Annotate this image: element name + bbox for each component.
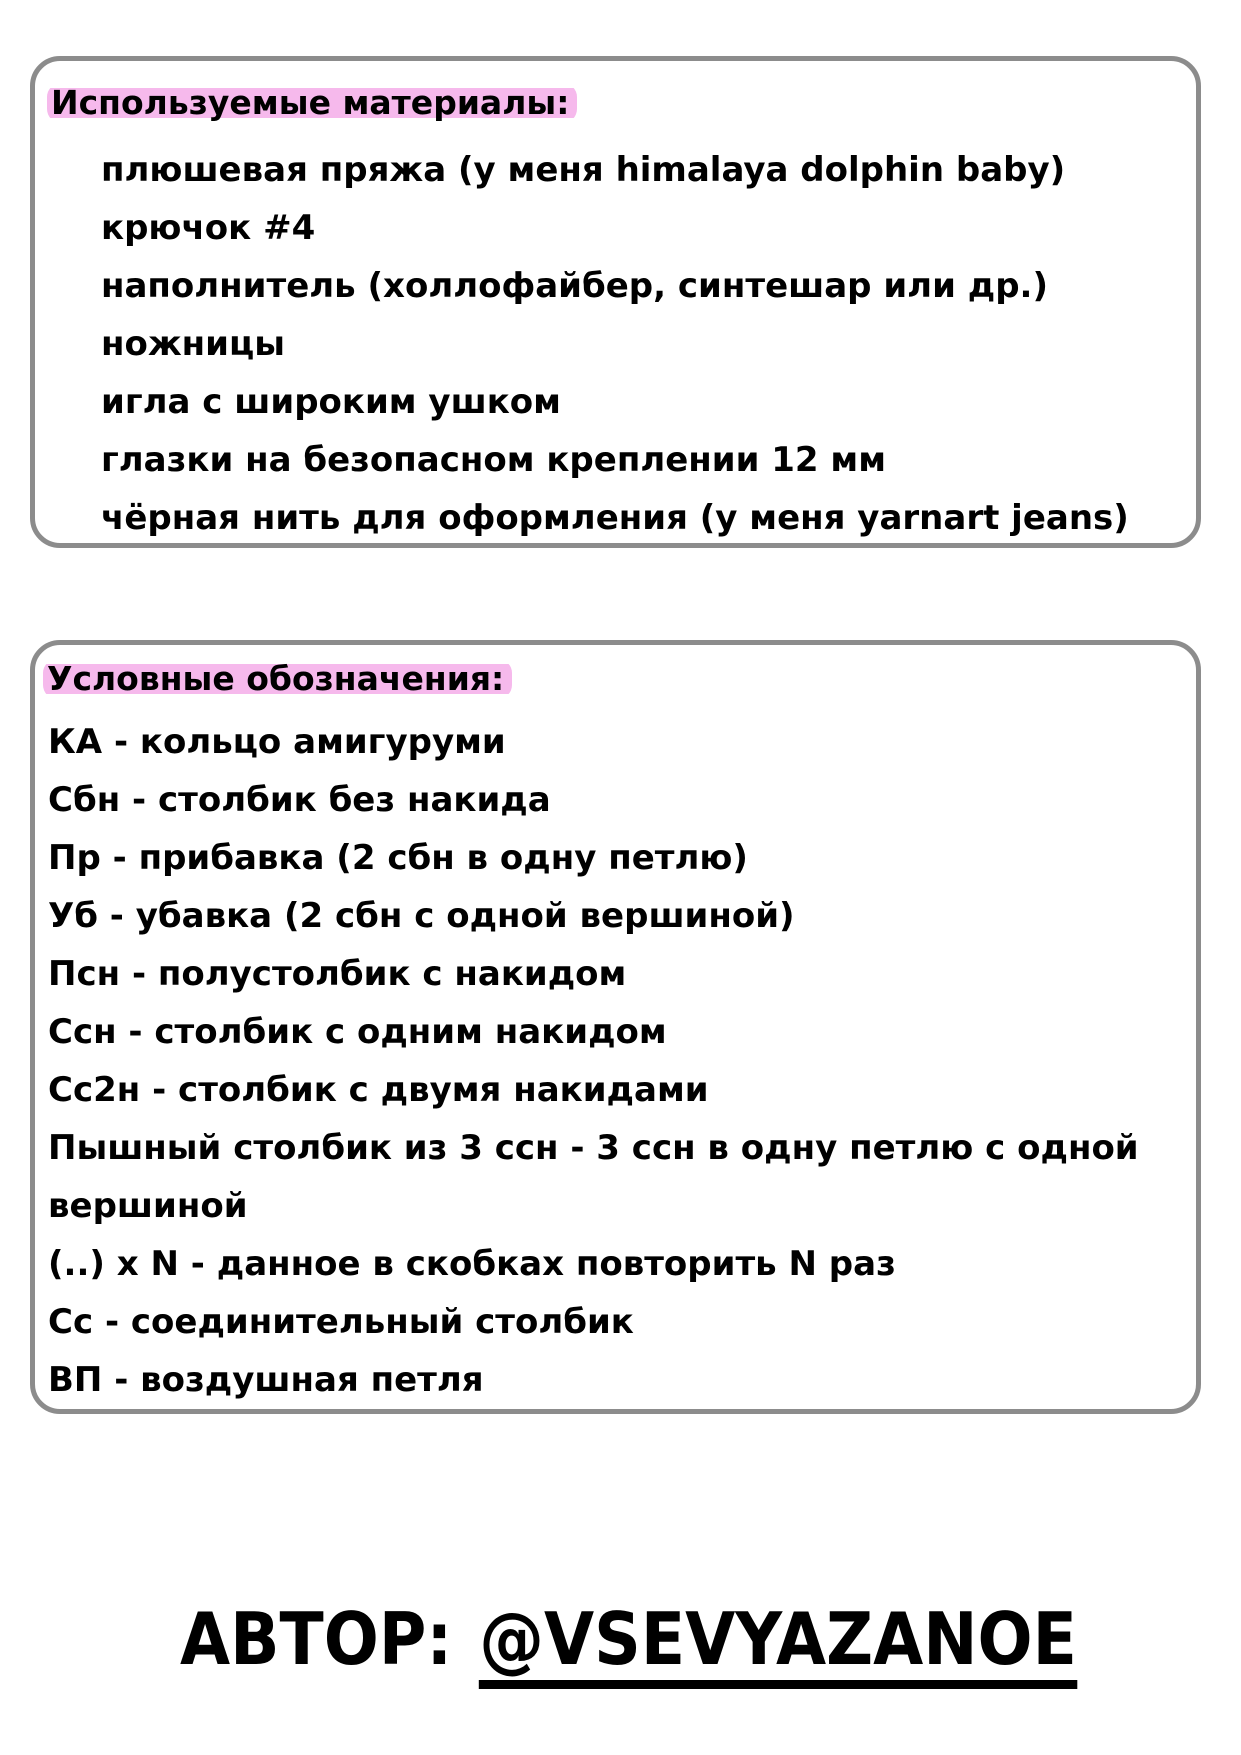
materials-item: плюшевая пряжа (у меня himalaya dolphin baby): [101, 150, 1066, 190]
materials-item: наполнитель (холлофайбер, синтешар или др.): [101, 266, 1048, 306]
materials-item: игла с широким ушком: [101, 382, 561, 422]
materials-list: [101, 141, 1129, 547]
materials-item: глазки на безопасном креплении 12 мм: [101, 440, 886, 480]
legend-list: [48, 713, 1139, 1409]
legend-heading: Условные обозначения:: [43, 659, 512, 699]
legend-item: Сс - соединительный столбик: [48, 1302, 634, 1342]
legend-item: Пр - прибавка (2 сбн в одну петлю): [48, 838, 748, 878]
legend-item: Пышный столбик из 3 ссн - 3 ссн в одну петлю с одной: [48, 1128, 1139, 1168]
legend-item: вершиной: [48, 1186, 248, 1226]
legend-item: Псн - полустолбик с накидом: [48, 954, 627, 994]
author-credit: [180, 1594, 1077, 1684]
legend-item: Сбн - столбик без накида: [48, 780, 551, 820]
materials-item: крючок #4: [101, 208, 316, 248]
legend-item: КА - кольцо амигуруми: [48, 722, 506, 762]
author-label: АВТОР:: [180, 1597, 453, 1681]
legend-item: Сс2н - столбик с двумя накидами: [48, 1070, 709, 1110]
author-handle: @VSEVYAZANOE: [479, 1598, 1077, 1689]
materials-box: [30, 56, 1201, 548]
materials-item: ножницы: [101, 324, 285, 364]
materials-item: чёрная нить для оформления (у меня yarnart jeans): [101, 498, 1129, 538]
legend-item: Ссн - столбик с одним накидом: [48, 1012, 667, 1052]
legend-item: (..) x N - данное в скобках повторить N раз: [48, 1244, 896, 1284]
materials-heading: Используемые материалы:: [47, 83, 577, 123]
legend-item: Уб - убавка (2 сбн с одной вершиной): [48, 896, 795, 936]
legend-box: [30, 640, 1201, 1414]
legend-item: ВП - воздушная петля: [48, 1360, 484, 1400]
